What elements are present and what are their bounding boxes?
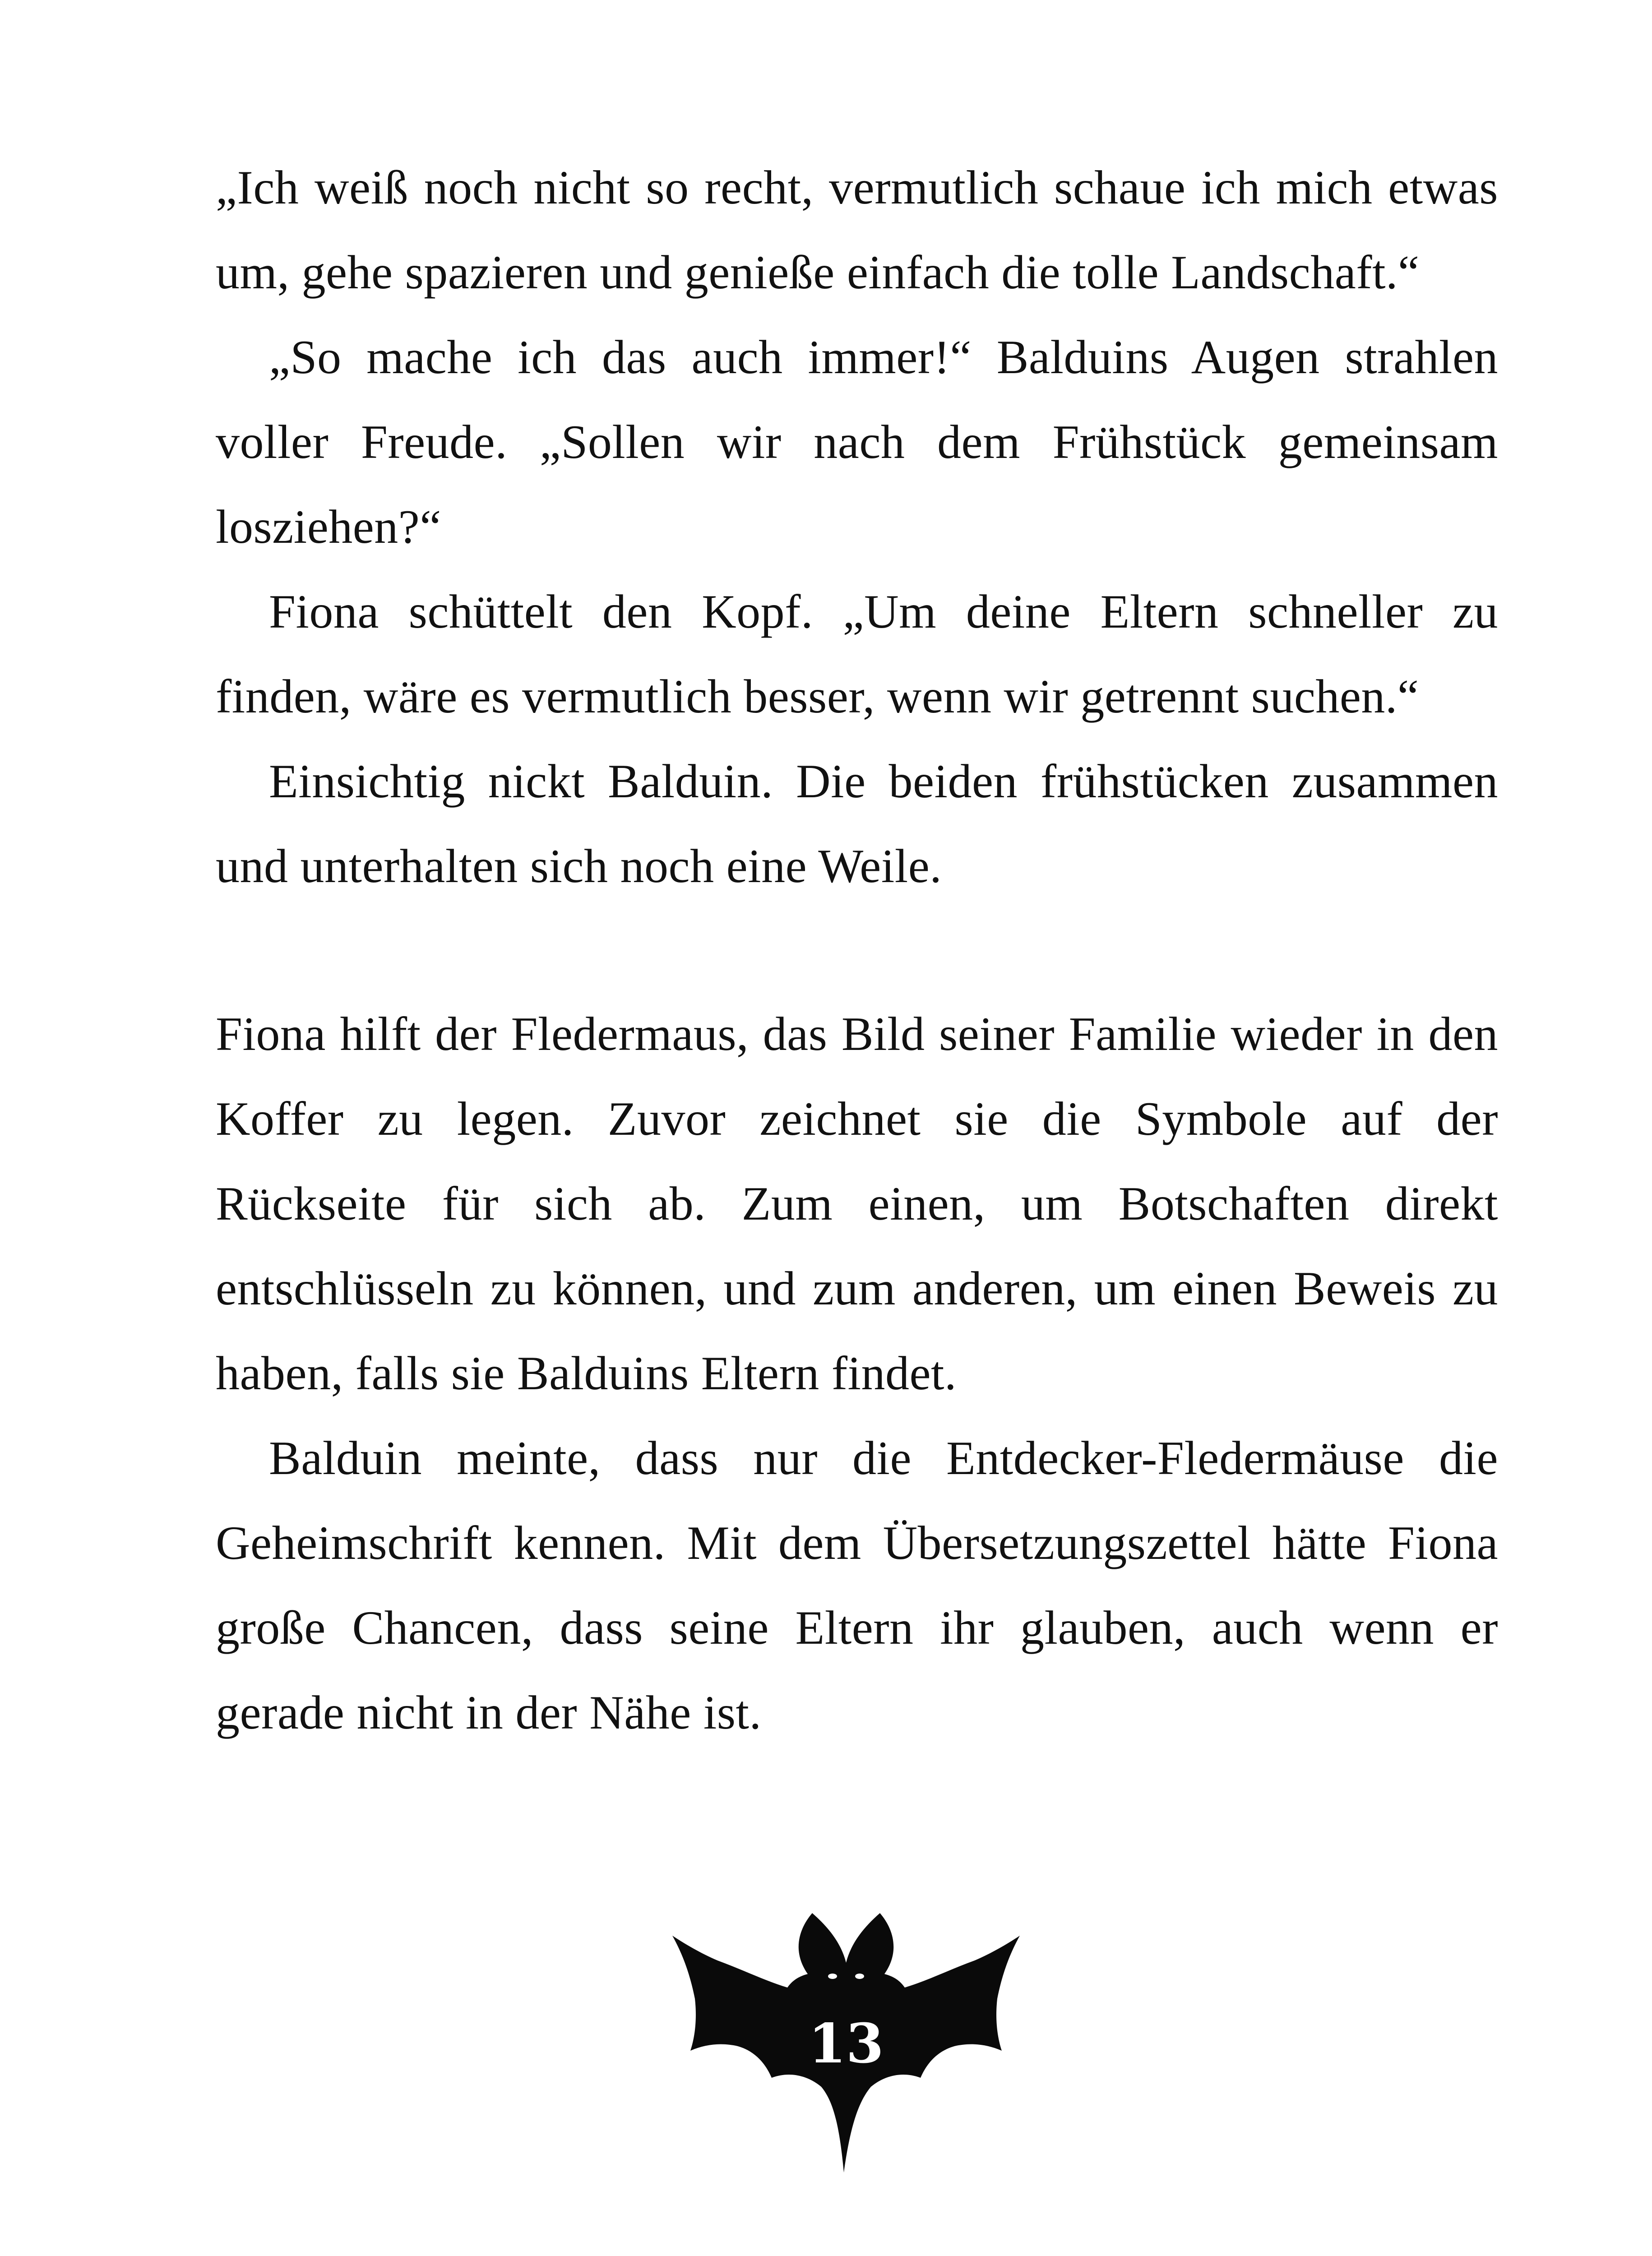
text-section-2	[216, 992, 1498, 1755]
paragraph: Einsichtig nickt Balduin. Die beiden frühstücken zusammen und unterhalten sich noch eine Weile.	[216, 755, 1498, 892]
text-section-1	[216, 145, 1498, 909]
paragraph: „So mache ich das auch immer!“ Balduins Augen strahlen voller Freude. „Sollen wir nach dem Frühstück gemeinsam losziehen?“	[216, 331, 1498, 553]
page-number: 13	[808, 2012, 884, 2076]
paragraph: Fiona schüttelt den Kopf. „Um deine Eltern schneller zu finden, wäre es vermutlich besser, wenn wir getrennt suchen.“	[216, 585, 1498, 723]
paragraph: Fiona hilft der Fledermaus, das Bild seiner Familie wieder in den Koffer zu legen. Zuvor zeichnet sie die Symbole auf der Rückseite für sich ab. Zum einen, um Botschaften direkt entschlüsseln zu können, und zum anderen, um einen Beweis zu haben, falls sie Balduins Eltern findet.	[216, 1008, 1498, 1400]
paragraph: Balduin meinte, dass nur die Entdecker-Fledermäuse die Geheimschrift kennen. Mit dem Übersetzungszettel hätte Fiona große Chancen, dass seine Eltern ihr glauben, auch wenn er gerade nicht in der Nähe ist.	[216, 1432, 1498, 1739]
paragraph: „Ich weiß noch nicht so recht, vermutlich schaue ich mich etwas um, gehe spazieren und genieße einfach die tolle Landschaft.“	[216, 161, 1498, 299]
